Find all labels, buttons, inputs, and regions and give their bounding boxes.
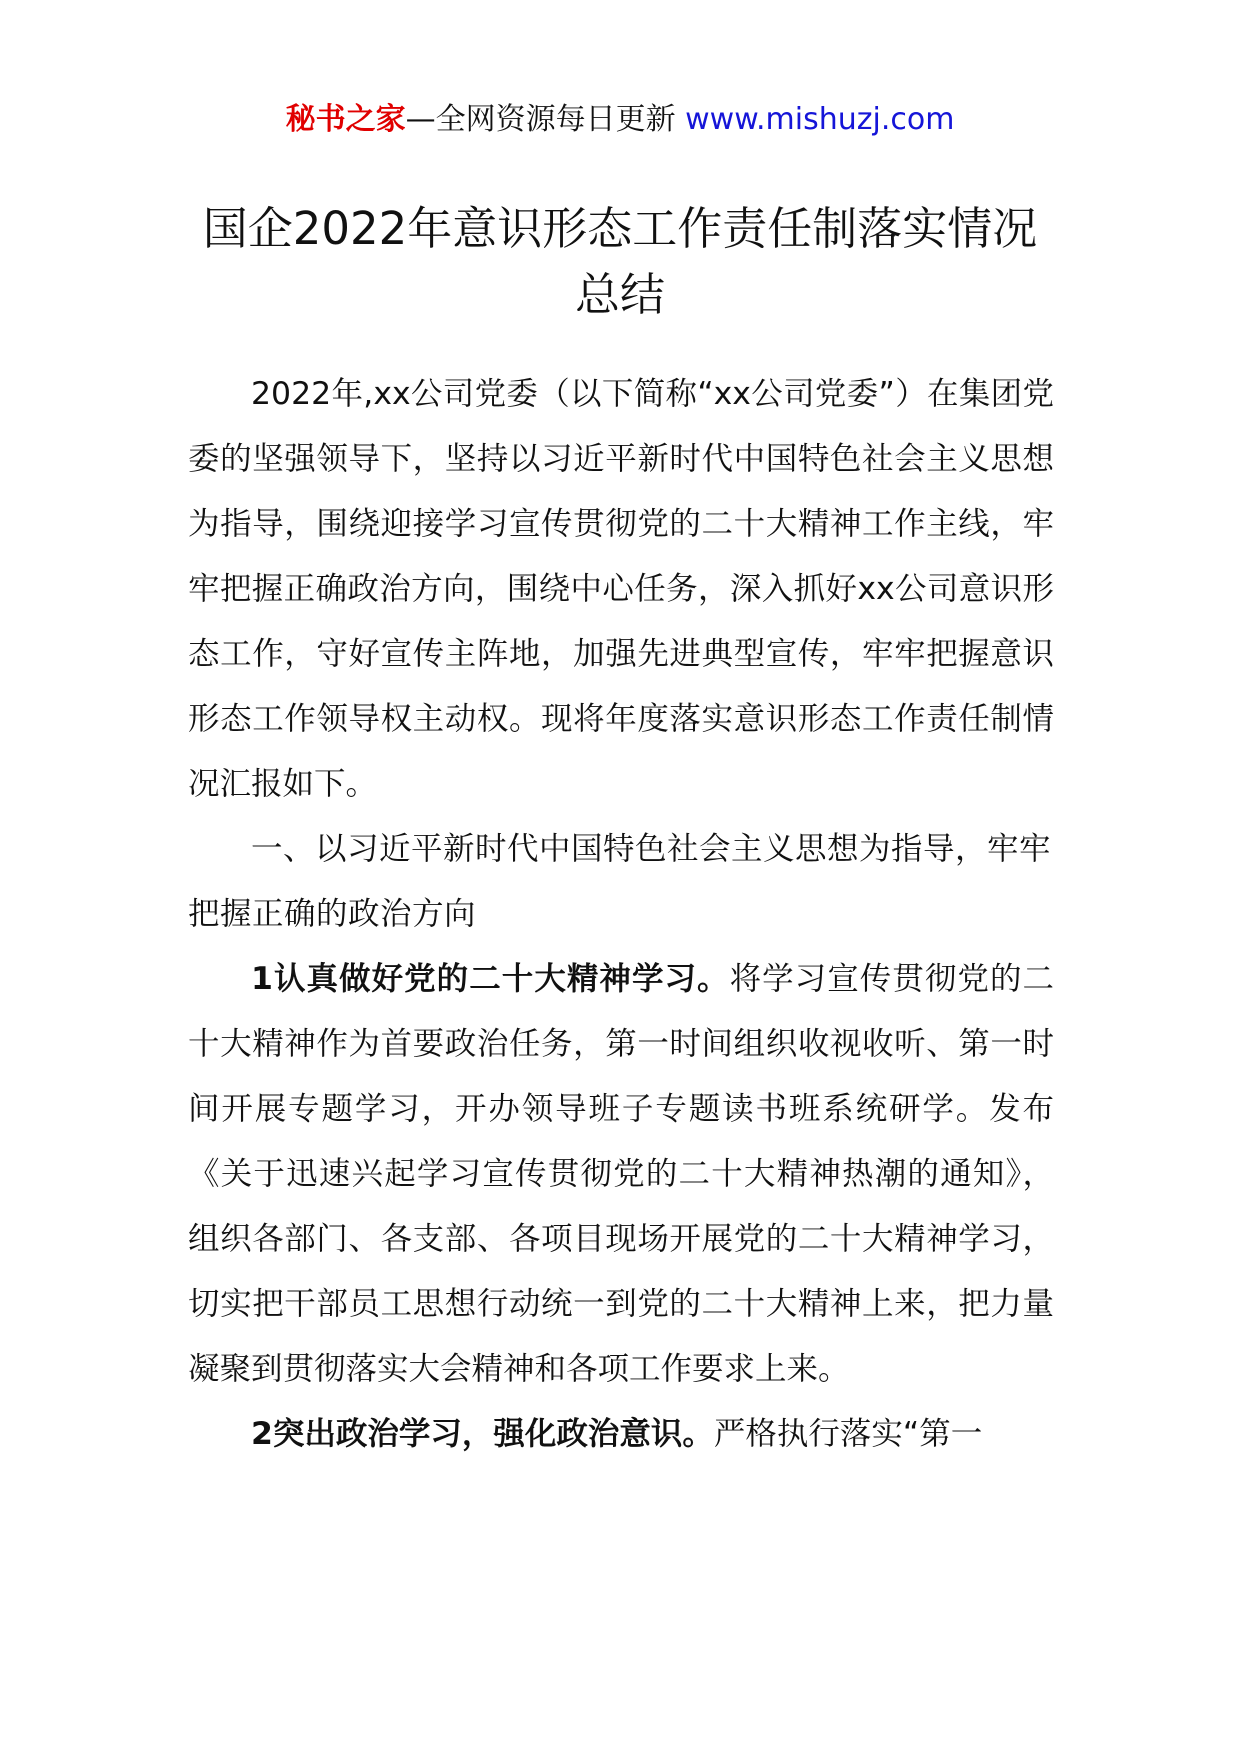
item-2-paragraph (188, 1402, 1054, 1467)
item-1-paragraph (188, 947, 1054, 1402)
item-1-text: 将学习宣传贯彻党的二十大精神作为首要政治任务，第一时间组织收视收听、第一时间开展专题学习，开办领导班子专题读书班系统研学。发布《关于迅速兴起学习宣传贯彻党的二十大精神热潮的通知》，组织各部门、各支部、各项目现场开展党的二十大精神学习，切实把干部员工思想行动统一到党的二十大精神上来，把力量凝聚到贯彻落实大会精神和各项工作要求上来。 (188, 961, 1054, 1387)
section-heading-text: 一、以习近平新时代中国特色社会主义思想为指导，牢牢把握正确的政治方向 (188, 831, 1052, 932)
item-2-lead: 2突出政治学习，强化政治意识。 (251, 1416, 714, 1452)
item-2-text: 严格执行落实“第一 (713, 1416, 983, 1452)
intro-text: 2022年,xx公司党委（以下简称“xx公司党委”）在集团党委的坚强领导下，坚持以习近平新时代中国特色社会主义思想为指导，围绕迎接学习宣传贯彻党的二十大精神工作主线，牢牢把握正确政治方向，围绕中心任务，深入抓好xx公司意识形态工作，守好宣传主阵地，加强先进典型宣传，牢牢把握意识形态工作领导权主动权。现将年度落实意识形态工作责任制情况汇报如下。 (188, 376, 1054, 802)
site-header (0, 100, 1240, 140)
document-title: 国企2022年意识形态工作责任制落实情况总结 (202, 202, 1038, 321)
site-url-link[interactable]: www.mishuzj.com (685, 102, 955, 137)
document-body (188, 362, 1054, 1467)
section-heading (188, 817, 1054, 947)
intro-paragraph (188, 362, 1054, 817)
header-slogan: —全网资源每日更新 (405, 102, 686, 137)
brand-name: 秘书之家 (285, 102, 406, 137)
item-1-lead: 1认真做好党的二十大精神学习。 (251, 961, 730, 997)
